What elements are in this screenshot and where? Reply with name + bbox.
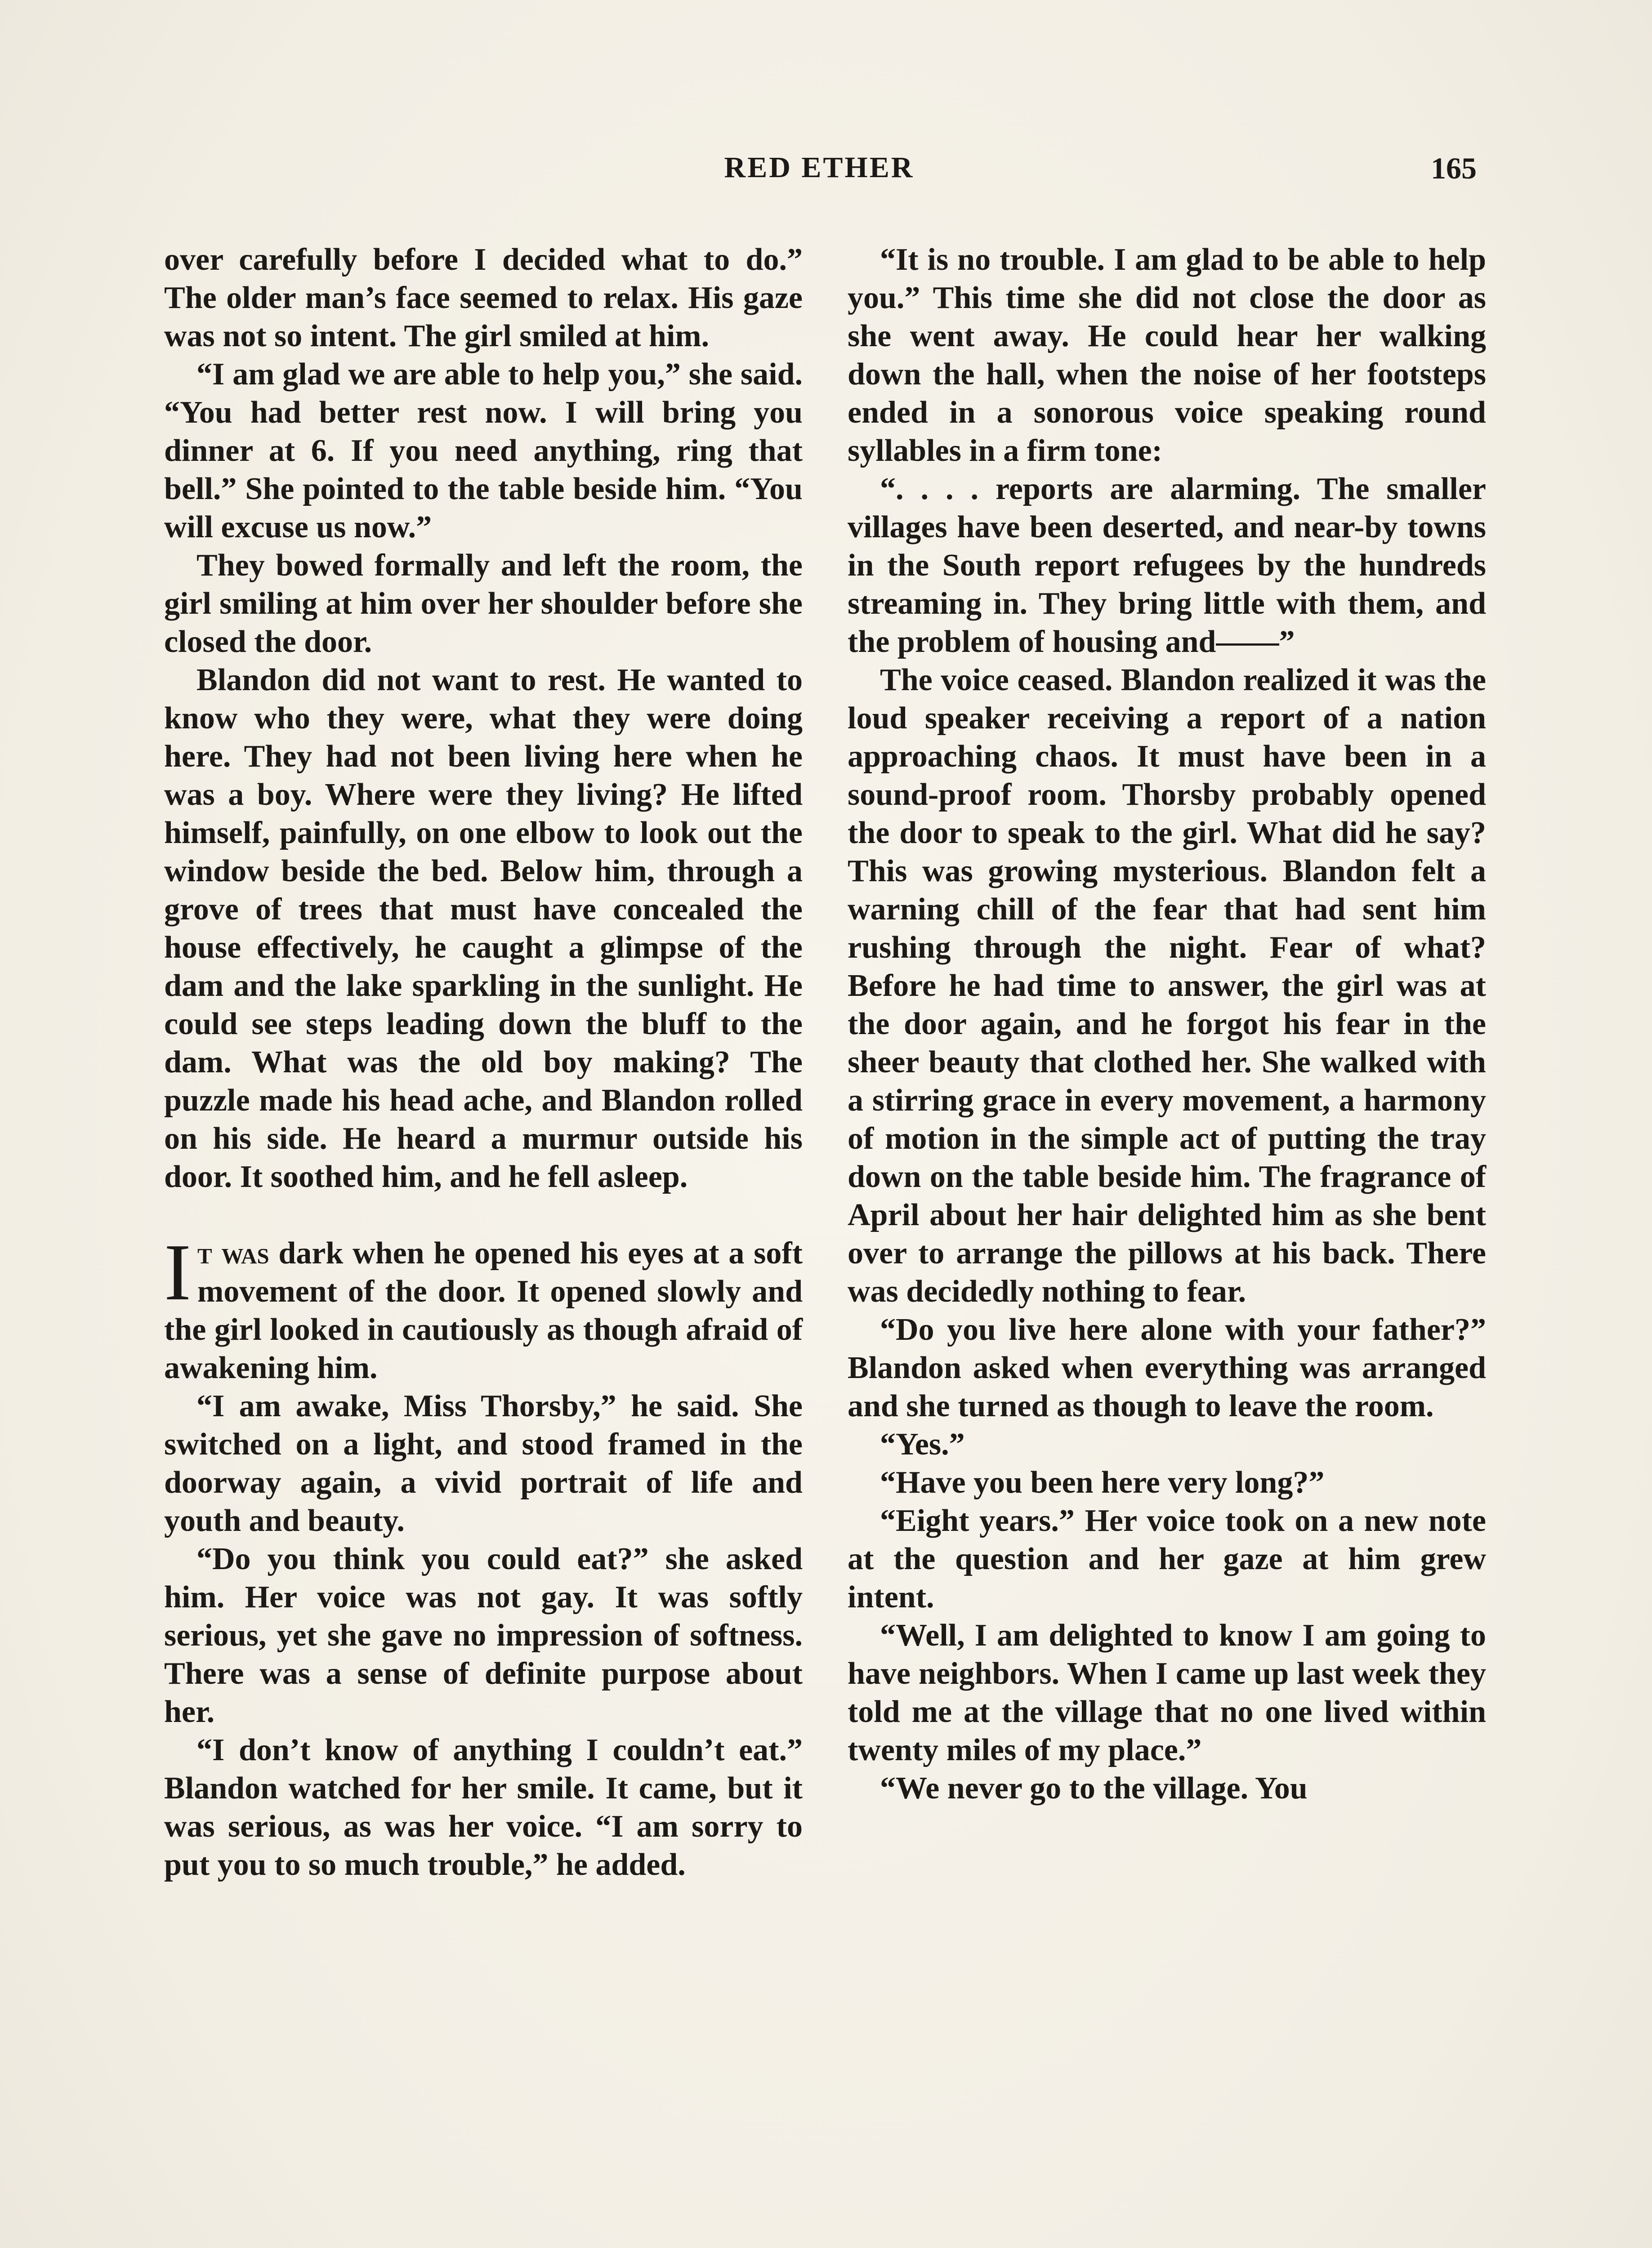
- paragraph: “Well, I am delighted to know I am going to have neighbors. When I came up last week they told me at the village that no one lived within twenty miles of my place.”: [848, 1618, 1486, 1767]
- paragraph: “I am awake, Miss Thorsby,” he said. She switched on a light, and stood framed in the doorway again, a vivid portrait of life and youth and beauty.: [164, 1389, 803, 1538]
- paragraph: “I am glad we are able to help you,” she said. “You had better rest now. I will bring you dinner at 6. If you need anything, ring that bell.” She pointed to the table beside him. “You will excuse us now.”: [164, 357, 803, 544]
- paragraph: “Have you been here very long?”: [880, 1465, 1325, 1500]
- paragraph: “I don’t know of anything I couldn’t eat.” Blandon watched for her smile. It came, but it was serious, as was her voice. “I am sorry to put you to so much trouble,” he added.: [164, 1733, 803, 1882]
- paragraph: “Eight years.” Her voice took on a new note at the question and her gaze at him grew intent.: [848, 1503, 1486, 1615]
- paragraph: over carefully before I decided what to do.” The older man’s face seemed to relax. His gaze was not so intent. The girl smiled at him.: [164, 242, 803, 353]
- section-opening-paragraph: [164, 1227, 803, 1387]
- right-column: [848, 241, 1486, 1807]
- running-title: RED ETHER: [724, 151, 915, 184]
- paragraph-text: dark when he opened his eyes at a soft movement of the door. It opened slowly and the girl looked in cautiously as though afraid of awakening him.: [164, 1236, 803, 1385]
- page-number: 165: [1431, 151, 1477, 185]
- paragraph: They bowed formally and left the room, the girl smiling at him over her shoulder before she closed the door.: [164, 548, 803, 659]
- paragraph: “We never go to the village. You: [880, 1771, 1308, 1806]
- drop-cap: I: [164, 1227, 191, 1317]
- paragraph: Blandon did not want to rest. He wanted to know who they were, what they were doing here. They had not been living here when he was a boy. Where were they living? He lifted himself, painfully, on one elbow to look out the window beside the bed. Below him, through a grove of trees that must have concealed the house effectively, he caught a glimpse of the dam and the lake sparkling in the sunlight. He could see steps leading down the bluff to the dam. What was the old boy making? The puzzle made his head ache, and Blandon rolled on his side. He heard a murmur outside his door. It soothed him, and he fell asleep.: [164, 663, 803, 1194]
- paragraph: “Yes.”: [880, 1427, 965, 1462]
- paragraph: “It is no trouble. I am glad to be able to help you.” This time she did not close the door as she went away. He could hear her walking down the hall, when the noise of her footsteps ended in a sonorous voice speaking round syllables in a firm tone:: [848, 242, 1486, 468]
- running-header: [162, 151, 1477, 191]
- left-column: [164, 241, 803, 1884]
- paragraph: “Do you think you could eat?” she asked him. Her voice was not gay. It was softly serious, yet she gave no impression of softness. There was a sense of definite purpose about her.: [164, 1542, 803, 1729]
- small-caps-lead: t was: [197, 1236, 269, 1271]
- paragraph: The voice ceased. Blandon realized it was the loud speaker receiving a report of a nation approaching chaos. It must have been in a sound-proof room. Thorsby probably opened the door to speak to the girl. What did he say? This was growing mysterious. Blandon felt a warning chill of the fear that had sent him rushing through the night. Fear of what? Before he had time to answer, the girl was at the door again, and he forgot his fear in the sheer beauty that clothed her. She walked with a stirring grace in every movement, a harmony of motion in the simple act of putting the tray down on the table beside him. The fragrance of April about her hair delighted him as she bent over to arrange the pillows at his back. There was decidedly nothing to fear.: [848, 663, 1486, 1309]
- paragraph: “. . . . reports are alarming. The smaller villages have been deserted, and near-by towns in the South report refugees by the hundreds streaming in. They bring little with them, and the problem of housing and——”: [848, 472, 1486, 659]
- paragraph: “Do you live here alone with your father?” Blandon asked when everything was arranged and she turned as though to leave the room.: [848, 1312, 1486, 1423]
